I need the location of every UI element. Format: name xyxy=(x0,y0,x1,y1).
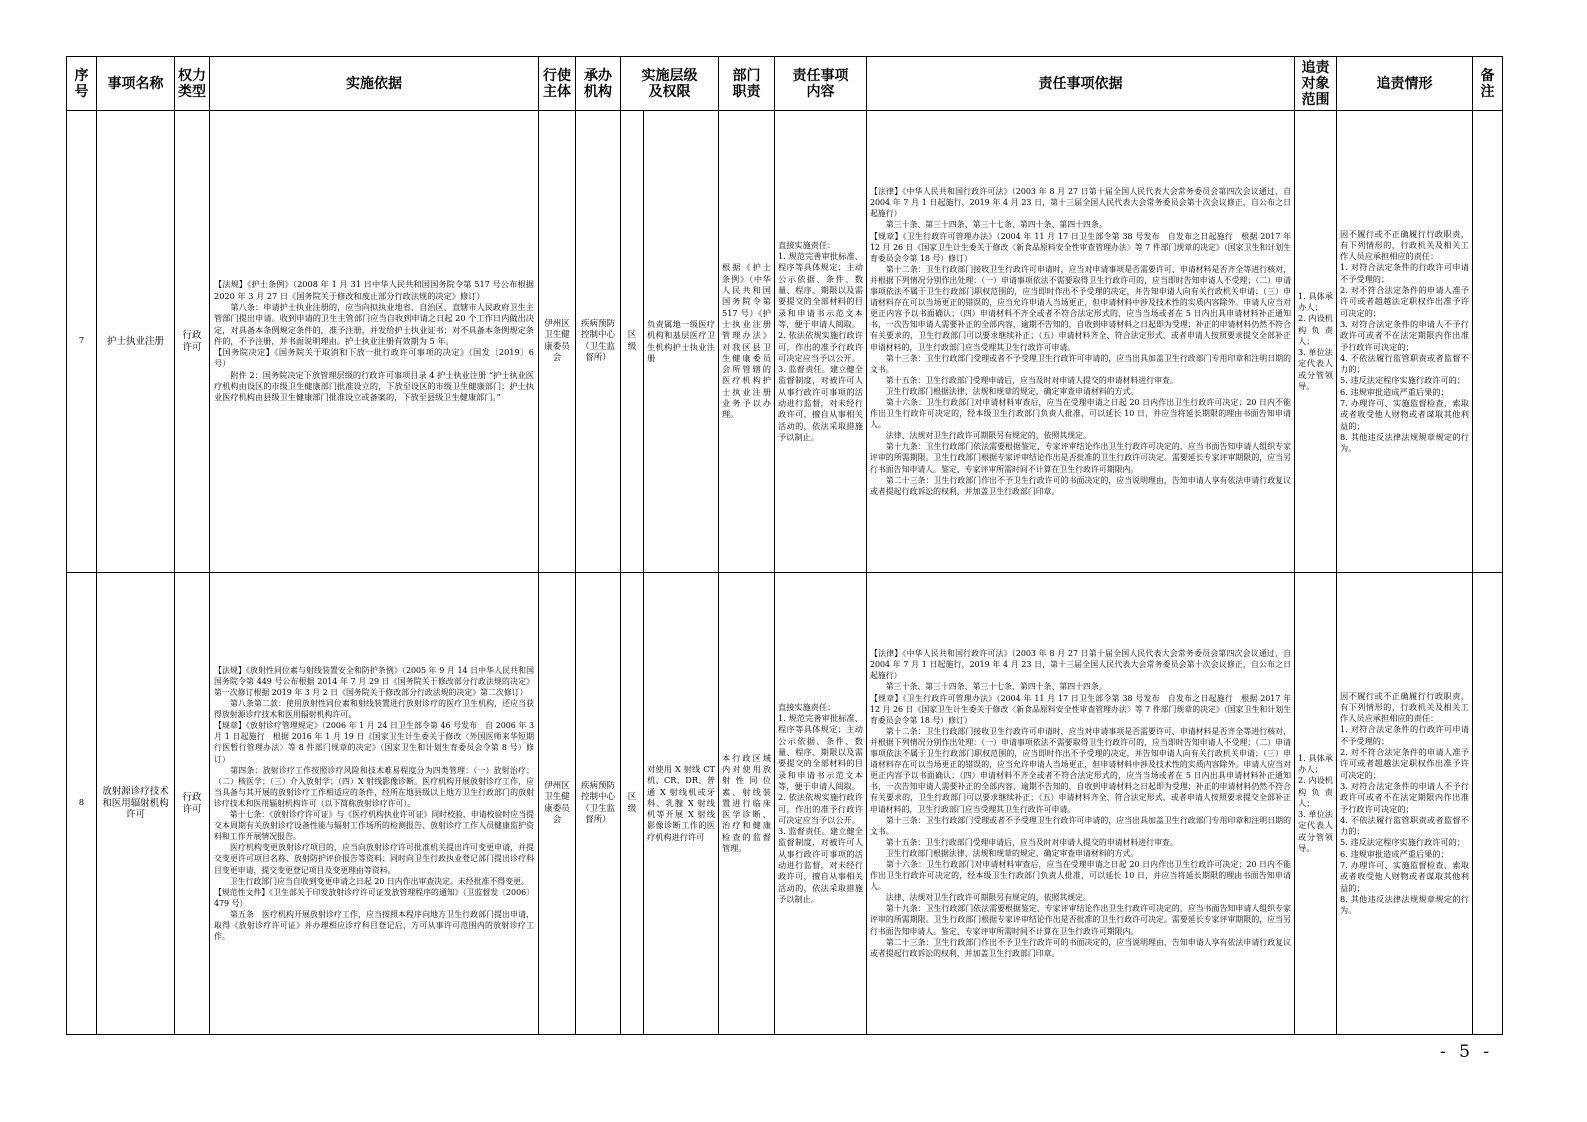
cell-account-scope: 1. 具体承办人； 2. 内设机构负责人； 3. 单位法定代表人或分管领导。 xyxy=(1295,111,1337,573)
table-row xyxy=(67,573,1503,1035)
document-page xyxy=(66,56,1502,1035)
header-seq: 序号 xyxy=(67,57,97,111)
header-account-scope: 追责对象范围 xyxy=(1295,57,1337,111)
cell-seq: 8 xyxy=(67,573,97,1035)
cell-agency: 疾病预防控制中心（卫生监督所） xyxy=(576,573,621,1035)
cell-agency: 疾病预防控制中心（卫生监督所） xyxy=(576,111,621,573)
table-row xyxy=(67,111,1503,573)
cell-account-case: 因不履行或不正确履行行政职责，有下列情形的，行政机关及相关工作人员应承担相应的责任： 1. 对符合法定条件的行政许可申请不予受理的； 2. 对不符合法定条件的申请人准予许可或者超越法定职权作出准予许可决定的； 3. 对符合法定条件的申请人不予行政许可或者不在法定期限内作出准予行政许可决定的； 4. 不依法履行监管职责或者监督不力的； 5. 违反法定程序实施行政许可的； 6. 违规审批造成严重后果的； 7. 办理许可、实施监督检查，索取或者收受他人财物或者谋取其他利益的； 8. 其他违反法律法规规章规定的行为。 xyxy=(1337,111,1473,573)
header-resp-content: 责任事项内容 xyxy=(775,57,867,111)
cell-duty: 根据《护士条例》（中华人民共和国国务院令第 517 号）《护士执业注册管理办法》对我区县卫生健康委员会所管辖的医疗机构护士执业注册业务予以办理。 xyxy=(719,111,775,573)
responsibility-table xyxy=(66,56,1503,1035)
cell-power-type: 行政许可 xyxy=(175,573,210,1035)
header-level: 实施层级及权限 xyxy=(621,57,719,111)
cell-remark xyxy=(1473,573,1503,1035)
cell-level-scope: 对使用 X 射线 CT 机、CR、DR、普通 X 射线机或牙科、乳腺 X 射线机等开展 X 射线影像诊断工作的医疗机构进行许可 xyxy=(644,573,719,1035)
cell-duty: 本行政区域内对使用放射性同位素、射线装置进行临床医学诊断、治疗和健康检查的监督管理。 xyxy=(719,573,775,1035)
cell-level-name: 区级 xyxy=(621,573,644,1035)
cell-name: 放射源诊疗技术和医用辐射机构许可 xyxy=(97,573,175,1035)
cell-subject: 伊州区卫生健康委员会 xyxy=(539,573,576,1035)
cell-basis: 【法规】《护士条例》（2008 年 1 月 31 日中华人民共和国国务院令第 517 号公布根据 2020 年 3 月 27 日《国务院关于修改和废止部分行政法规的决定》修订） 第八条：申请护士执业注册的，应当向拟执业地省、自治区、直辖市人民政府卫生主管部门提出申请。收到申请的卫生主管部门应当自收到申请之日起 20 个工作日内做出决定，对具备本条例规定条件的，准予注册，并发给护士执业证书；对不具备本条例规定条件的，不予注册，并书面说明理由。护士执业注册有效期为 5 年。 【国务院决定】《国务院关于取消和下放一批行政许可事项的决定》（国发〔2019〕6 号） 附件 2：国务院决定下放管理层级的行政许可事项目录 4 护士执业注册 “护士执业医疗机构由设区的市级卫生健康部门批准设立的，下放至设区的市级卫生健康部门；护士执业医疗机构由县级卫生健康部门批准设立或备案的，下放至县级卫生健康部门。” xyxy=(210,111,539,573)
cell-level-scope: 负责属地一级医疗机构和基层医疗卫生机构护士执业注册 xyxy=(644,111,719,573)
cell-seq: 7 xyxy=(67,111,97,573)
cell-remark xyxy=(1473,111,1503,573)
table-header-row xyxy=(67,57,1503,111)
header-account-case: 追责情形 xyxy=(1337,57,1473,111)
cell-power-type: 行政许可 xyxy=(175,111,210,573)
cell-resp-basis: 【法律】《中华人民共和国行政许可法》（2003 年 8 月 27 日第十届全国人民代表大会常务委员会第四次会议通过，自 2004 年 7 月 1 日起施行，2019 年 4 月 23 日，第十三届全国人民代表大会常务委员会第十次会议修正，自公布之日起施行） 第三十条、第三十四条、第三十七条、第四十条、第四十四条。 【规章】《卫生行政许可管理办法》（2004 年 11 月 17 日卫生部令第 38 号发布 自发布之日起施行 根据 2017 年 12 月 26 日《国家卫生计生委关于修改〈新食品原料安全性审查管理办法〉等 7 件部门规章的决定》（国家卫生和计划生育委员会令第 18 号）修订） 第十二条：卫生行政部门接收卫生行政许可申请时，应当对申请事项是否需要许可、申请材料是否齐全等进行核对，并根据下列情况分别作出处理：（一）申请事项依法不需要取得卫生行政许可的，应当即时告知申请人不受理；（二）申请事项依法不属于卫生行政部门职权范围的，应当即时作出不予受理的决定，并告知申请人向有关行政机关申请；（三）申请材料存在可以当场更正的错误的，应当允许申请人当场更正，但申请材料中涉及技术性的实质内容除外。申请人应当对更正内容予以书面确认；（四）申请材料不齐全或者不符合法定形式的，应当当场或者在 5 日内出具申请材料补正通知书，一次告知申请人需要补正的全部内容，逾期不告知的，自收到申请材料之日起即为受理；补正的申请材料仍然不符合有关要求的，卫生行政部门可以要求继续补正；（五）申请材料齐全、符合法定形式，或者申请人按照要求提交全部补正申请材料的，卫生行政部门应当受理其卫生行政许可申请。 第十三条：卫生行政部门受理或者不予受理卫生行政许可申请的，应当出具加盖卫生行政部门专用印章和注明日期的文书。 第十五条：卫生行政部门受理申请后，应当及时对申请人提交的申请材料进行审查。 卫生行政部门根据法律、法规和规章的规定，确定审查申请材料的方式。 第十六条：卫生行政部门对申请材料审查后，应当在受理申请之日起 20 日内作出卫生行政许可决定；20 日内不能作出卫生行政许可决定的，经本级卫生行政部门负责人批准，可以延长 10 日，并应当将延长期限的理由书面告知申请人。 法律、法规对卫生行政许可期限另有规定的，依照其规定。 第十九条：卫生行政部门依法需要根据鉴定、专家评审结论作出卫生行政许可决定的，应当书面告知申请人组织专家评审的所需期限。卫生行政部门根据专家评审结论作出是否批准的卫生行政许可决定。需要延长专家评审期限的，应当另行书面告知申请人。鉴定、专家评审所需时间不计算在卫生行政许可期限内。 第二十三条：卫生行政部门作出不予卫生行政许可的书面决定的，应当说明理由，告知申请人享有依法申请行政复议或者提起行政诉讼的权利，并加盖卫生行政部门印章。 xyxy=(867,111,1295,573)
cell-resp-content: 直接实施责任： 1. 规范完善审批标准、程序等具体规定；主动公示依据、条件、数量、程序、期限以及需要提交的全部材料的目录和申请书示范文本等，便于申请人阅取。 2. 依法依规实施行政许可，作出的准予行政许可决定应当予以公开。 3. 监督责任。建立健全监督制度，对被许可人从事行政许可事项的活动进行监督，对未经行政许可，擅自从事相关活动的，依法采取措施予以制止。 xyxy=(775,573,867,1035)
cell-resp-content: 直接实施责任： 1. 规范完善审批标准、程序等具体规定；主动公示依据、条件、数量、程序、期限以及需要提交的全部材料的目录和申请书示范文本等，便于申请人阅取。 2. 依法依规实施行政许可，作出的准予行政许可决定应当予以公开。 3. 监督责任。建立健全监督制度，对被许可人从事行政许可事项的活动进行监督，对未经行政许可，擅自从事相关活动的，依法采取措施予以制止。 xyxy=(775,111,867,573)
header-duty: 部门职责 xyxy=(719,57,775,111)
page-number: - 5 - xyxy=(1440,1042,1494,1062)
cell-name: 护士执业注册 xyxy=(97,111,175,573)
header-resp-basis: 责任事项依据 xyxy=(867,57,1295,111)
cell-level-name: 区级 xyxy=(621,111,644,573)
cell-subject: 伊州区卫生健康委员会 xyxy=(539,111,576,573)
cell-account-scope: 1. 具体承办人； 2. 内设机构负责人； 3. 单位法定代表人或分管领导。 xyxy=(1295,573,1337,1035)
header-subject: 行使主体 xyxy=(539,57,576,111)
cell-basis: 【法规】《放射性同位素与射线装置安全和防护条例》（2005 年 9 月 14 日中华人民共和国国务院令第 449 号公布根据 2014 年 7 月 29 日《国务院关于修改部分行政法规的决定》第一次修订根据 2019 年 3 月 2 日《国务院关于修改部分行政法规的决定》第二次修订） 第八条第二款：使用放射性同位素和射线装置进行放射诊疗的医疗卫生机构，还应当获得放射源诊疗技术和医用辐射机构许可。 【规章】《放射诊疗管理规定》（2006 年 1 月 24 日卫生部令第 46 号发布 自 2006 年 3 月 1 日起施行 根据 2016 年 1 月 19 日《国家卫生计生委关于修改〈外国医师来华短期行医暂行管理办法〉等 8 件部门规章的决定》（国家卫生和计划生育委员会令第 8 号）修订） 第四条：放射诊疗工作按照诊疗风险和技术难易程度分为四类管理：（一）放射治疗；（二）核医学；（三）介入放射学；（四）X 射线影像诊断。医疗机构开展放射诊疗工作，应当具备与其开展的放射诊疗工作相适应的条件，经所在地县级以上地方卫生行政部门的放射诊疗技术和医用辐射机构许可（以下简称放射诊疗许可）。 第十七条：《放射诊疗许可证》与《医疗机构执业许可证》同时校验，申请校验时应当提交本周期有关放射诊疗设备性能与辐射工作场所的检测报告、放射诊疗工作人员健康监护资料和工作开展情况报告。 医疗机构变更放射诊疗项目的，应当向放射诊疗许可批准机关提出许可变更申请，并提交变更许可项目名称、放射防护评价报告等资料；同时向卫生行政执业登记部门提出诊疗科目变更申请，提交变更登记项目及变更理由等资料。 卫生行政部门应当自收到变更申请之日起 20 日内作出审查决定。未经批准不得变更。 【规范性文件】《卫生部关于印发放射诊疗许可证发放管理程序的通知》（卫监督发〔2006〕479 号） 第五条 医疗机构开展放射诊疗工作，应当按照本程序向地方卫生行政部门提出申请，取得《放射诊疗许可证》并办理相应诊疗科目登记后，方可从事许可范围内的放射诊疗工作。 xyxy=(210,573,539,1035)
cell-account-case: 因不履行或不正确履行行政职责，有下列情形的，行政机关及相关工作人员应承担相应的责任： 1. 对符合法定条件的行政许可申请不予受理的； 2. 对不符合法定条件的申请人准予许可或者超越法定职权作出准予许可决定的； 3. 对符合法定条件的申请人不予行政许可或者不在法定期限内作出准予行政许可决定的； 4. 不依法履行监管职责或者监督不力的； 5. 违反法定程序实施行政许可的； 6. 违规审批造成严重后果的； 7. 办理许可、实施监督检查，索取或者收受他人财物或者谋取其他利益的； 8. 其他违反法律法规规章规定的行为。 xyxy=(1337,573,1473,1035)
header-agency: 承办机构 xyxy=(576,57,621,111)
header-power-type: 权力类型 xyxy=(175,57,210,111)
header-name: 事项名称 xyxy=(97,57,175,111)
cell-resp-basis: 【法律】《中华人民共和国行政许可法》（2003 年 8 月 27 日第十届全国人民代表大会常务委员会第四次会议通过，自 2004 年 7 月 1 日起施行，2019 年 4 月 23 日，第十三届全国人民代表大会常务委员会第十次会议修正，自公布之日起施行） 第三十条、第三十四条、第三十七条、第四十条、第四十四条。 【规章】《卫生行政许可管理办法》（2004 年 11 月 17 日卫生部令第 38 号发布 自发布之日起施行 根据 2017 年 12 月 26 日《国家卫生计生委关于修改〈新食品原料安全性审查管理办法〉等 7 件部门规章的决定》（国家卫生和计划生育委员会令第 18 号）修订） 第十二条：卫生行政部门接收卫生行政许可申请时，应当对申请事项是否需要许可、申请材料是否齐全等进行核对，并根据下列情况分别作出处理：（一）申请事项依法不需要取得卫生行政许可的，应当即时告知申请人不受理；（二）申请事项依法不属于卫生行政部门职权范围的，应当即时作出不予受理的决定，并告知申请人向有关行政机关申请；（三）申请材料存在可以当场更正的错误的，应当允许申请人当场更正，但申请材料中涉及技术性的实质内容除外。申请人应当对更正内容予以书面确认；（四）申请材料不齐全或者不符合法定形式的，应当当场或者在 5 日内出具申请材料补正通知书，一次告知申请人需要补正的全部内容，逾期不告知的，自收到申请材料之日起即为受理；补正的申请材料仍然不符合有关要求的，卫生行政部门可以要求继续补正；（五）申请材料齐全、符合法定形式，或者申请人按照要求提交全部补正申请材料的，卫生行政部门应当受理其卫生行政许可申请。 第十三条：卫生行政部门受理或者不予受理卫生行政许可申请的，应当出具加盖卫生行政部门专用印章和注明日期的文书。 第十五条：卫生行政部门受理申请后，应当及时对申请人提交的申请材料进行审查。 卫生行政部门根据法律、法规和规章的规定，确定审查申请材料的方式。 第十六条：卫生行政部门对申请材料审查后，应当在受理申请之日起 20 日内作出卫生行政许可决定；20 日内不能作出卫生行政许可决定的，经本级卫生行政部门负责人批准，可以延长 10 日，并应当将延长期限的理由书面告知申请人。 法律、法规对卫生行政许可期限另有规定的，依照其规定。 第十九条：卫生行政部门依法需要根据鉴定、专家评审结论作出卫生行政许可决定的，应当书面告知申请人组织专家评审的所需期限。卫生行政部门根据专家评审结论作出是否批准的卫生行政许可决定。需要延长专家评审期限的，应当另行书面告知申请人。鉴定、专家评审所需时间不计算在卫生行政许可期限内。 第二十三条：卫生行政部门作出不予卫生行政许可的书面决定的，应当说明理由，告知申请人享有依法申请行政复议或者提起行政诉讼的权利，并加盖卫生行政部门印章。 xyxy=(867,573,1295,1035)
header-remark: 备注 xyxy=(1473,57,1503,111)
header-basis: 实施依据 xyxy=(210,57,539,111)
